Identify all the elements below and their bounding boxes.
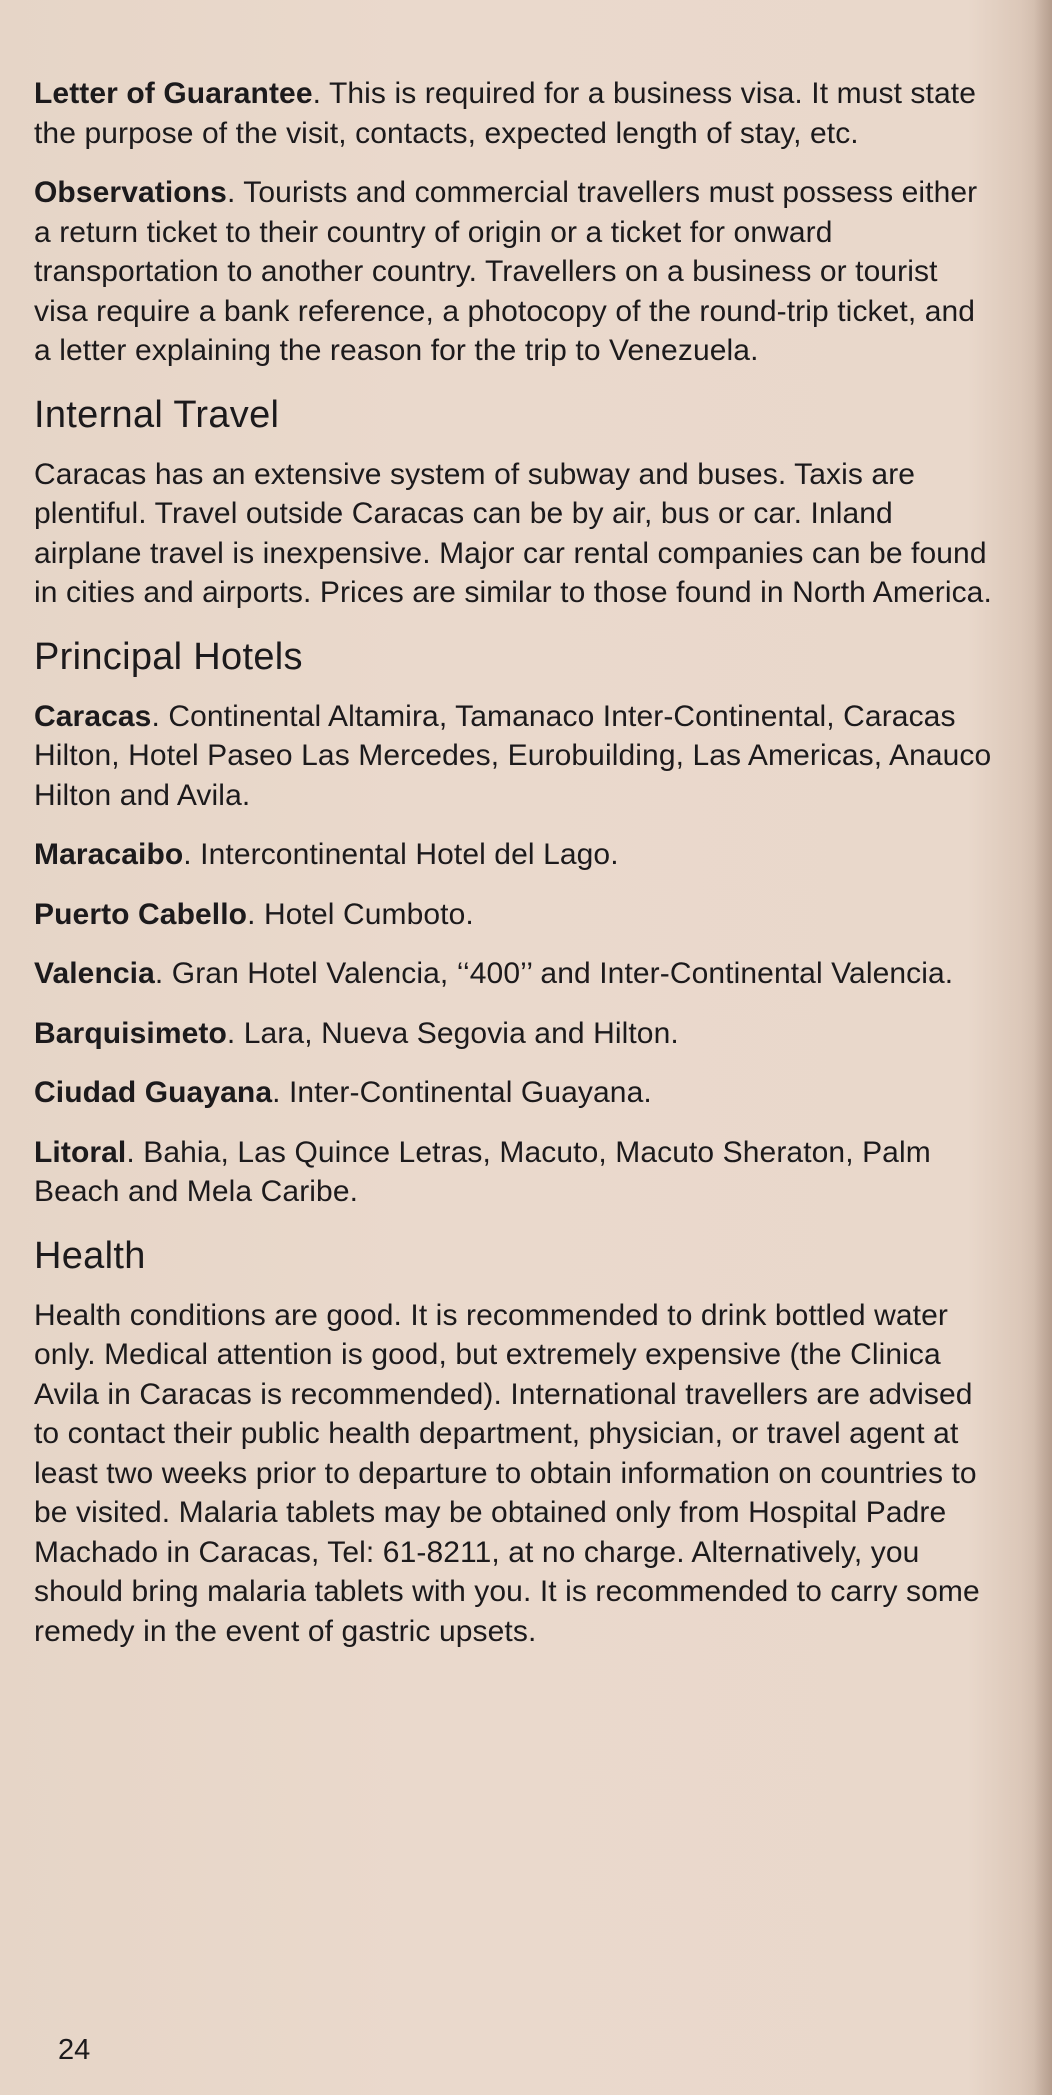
hotel-city: Litoral: [34, 1135, 127, 1169]
page-content: [34, 74, 994, 1671]
hotel-list: . Inter-Continental Guayana.: [272, 1076, 652, 1109]
hotel-city: Caracas: [34, 699, 152, 733]
hotel-list: . Lara, Nueva Segovia and Hilton.: [226, 1016, 679, 1050]
hotel-entry-puerto-cabello: [34, 895, 994, 935]
hotel-entry-litoral: [34, 1133, 994, 1212]
hotel-list: . Hotel Cumboto.: [247, 897, 474, 931]
internal-travel-heading: Internal Travel: [34, 393, 280, 436]
hotel-city: Puerto Cabello: [34, 897, 248, 931]
hotel-city: Ciudad Guayana: [34, 1076, 273, 1109]
term-observations: Observations: [34, 176, 227, 209]
hotel-list: . Gran Hotel Valencia, ‘‘400’’ and Inter-Continental Valencia.: [154, 957, 954, 990]
page-number: 24: [58, 2034, 91, 2066]
letter-of-guarantee-paragraph: [34, 74, 994, 153]
principal-hotels-heading: Principal Hotels: [34, 635, 303, 678]
observations-text: . Tourists and commercial travellers must possess either a return ticket to their country of origin or a ticket for onward transportation to another country. Travellers on a business or tourist visa require a bank reference, a photocopy of the round-trip ticket, and a letter explaining the reason for the trip to Venezuela.: [34, 176, 978, 367]
hotel-entry-maracaibo: [34, 835, 994, 875]
hotel-list: . Intercontinental Hotel del Lago.: [183, 838, 619, 871]
hotel-list: . Bahia, Las Quince Letras, Macuto, Macuto Sheraton, Palm Beach and Mela Caribe.: [34, 1135, 931, 1208]
health-heading: Health: [34, 1234, 146, 1277]
letter-of-guarantee-text: . This is required for a business visa. It must state the purpose of the visit, contacts, expected length of stay, etc.: [34, 77, 976, 150]
hotel-entry-caracas: [34, 697, 994, 816]
internal-travel-body: Caracas has an extensive system of subway and buses. Taxis are plentiful. Travel outside Caracas can be by air, bus or car. Inland airplane travel is inexpensive. Major car rental companies can be found in cities and airports. Prices are similar to those found in North America.: [34, 457, 992, 609]
hotel-entry-ciudad-guayana: [34, 1073, 994, 1113]
observations-paragraph: [34, 173, 994, 371]
page-edge-shadow: [1034, 0, 1052, 2095]
hotel-entry-barquisimeto: [34, 1014, 994, 1054]
hotel-city: Valencia: [34, 957, 155, 990]
hotel-city: Barquisimeto: [34, 1016, 227, 1050]
hotel-city: Maracaibo: [34, 838, 184, 871]
health-body: Health conditions are good. It is recommended to drink bottled water only. Medical attention is good, but extremely expensive (the Clinica Avila in Caracas is recommended). International travellers are advised to contact their public health department, physician, or travel agent at least two weeks prior to departure to obtain information on countries to be visited. Malaria tablets may be obtained only from Hospital Padre Machado in Caracas, Tel: 61-8211, at no charge. Alternatively, you should bring malaria tablets with you. It is recommended to carry some remedy in the event of gastric upsets.: [34, 1298, 980, 1648]
hotel-list: . Continental Altamira, Tamanaco Inter-Continental, Caracas Hilton, Hotel Paseo Las Mercedes, Eurobuilding, Las Americas, Anauco Hilton and Avila.: [34, 699, 992, 812]
term-letter-of-guarantee: Letter of Guarantee: [34, 77, 313, 110]
hotel-entry-valencia: [34, 954, 994, 994]
